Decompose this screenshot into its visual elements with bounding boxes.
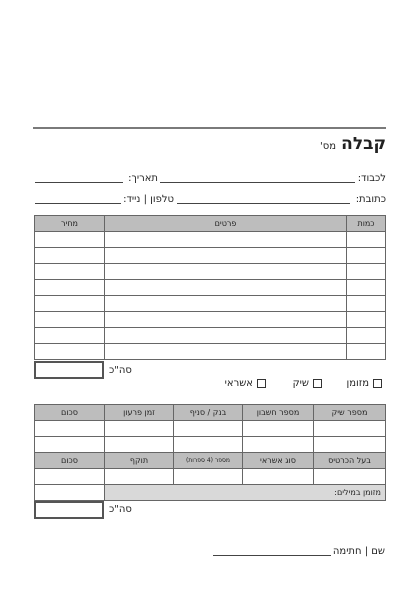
- price-cell[interactable]: [35, 280, 105, 296]
- price-cell[interactable]: [35, 248, 105, 264]
- quantity-cell[interactable]: [347, 280, 386, 296]
- header-credit-amount: סכום: [35, 453, 105, 469]
- header-quantity: כמות: [347, 216, 386, 232]
- quantity-cell[interactable]: [347, 232, 386, 248]
- account-number-cell[interactable]: [243, 437, 314, 453]
- payment-table: [34, 404, 386, 501]
- header-account-number: מספר חשבון: [243, 405, 314, 421]
- details-cell[interactable]: [105, 296, 347, 312]
- signature-label: שם | חתימה: [332, 546, 385, 557]
- header-details: פרטים: [105, 216, 347, 232]
- price-cell[interactable]: [35, 312, 105, 328]
- date-field[interactable]: [35, 182, 123, 183]
- phone-field[interactable]: [35, 203, 121, 204]
- details-cell[interactable]: [105, 344, 347, 360]
- price-cell[interactable]: [35, 264, 105, 280]
- price-cell[interactable]: [35, 296, 105, 312]
- table-row: [35, 232, 386, 248]
- quantity-cell[interactable]: [347, 296, 386, 312]
- details-cell[interactable]: [105, 312, 347, 328]
- price-cell[interactable]: [35, 232, 105, 248]
- check-checkbox[interactable]: [313, 379, 322, 388]
- date-label: תאריך:: [128, 173, 158, 184]
- quantity-cell[interactable]: [347, 328, 386, 344]
- table-row: [35, 344, 386, 360]
- quantity-cell[interactable]: [347, 344, 386, 360]
- credit-checkbox[interactable]: [257, 379, 266, 388]
- table-row: [35, 312, 386, 328]
- page-title: קבלה: [341, 134, 386, 154]
- quantity-cell[interactable]: [347, 248, 386, 264]
- credit-amount-cell[interactable]: [35, 469, 105, 485]
- to-label: לכבוד:: [357, 173, 386, 184]
- details-cell[interactable]: [105, 280, 347, 296]
- card-holder-cell[interactable]: [314, 469, 386, 485]
- table-row: [35, 437, 386, 453]
- account-number-cell[interactable]: [243, 421, 314, 437]
- table-row: [35, 296, 386, 312]
- items-total-box[interactable]: [34, 361, 104, 379]
- check-label: שיק: [292, 378, 309, 389]
- receipt-number-label: מס': [319, 141, 336, 152]
- due-date-cell[interactable]: [105, 437, 174, 453]
- payment-total-box[interactable]: [34, 501, 104, 519]
- bank-branch-cell[interactable]: [174, 421, 243, 437]
- header-bank-branch: בנק / סניף: [174, 405, 243, 421]
- payment-total-label: סה"כ: [109, 504, 132, 515]
- address-field[interactable]: [177, 203, 350, 204]
- details-cell[interactable]: [105, 248, 347, 264]
- table-row: [35, 469, 386, 485]
- header-rule: [33, 127, 386, 129]
- header-price: מחיר: [35, 216, 105, 232]
- signature-line[interactable]: [213, 555, 331, 556]
- header-check-number: מספר שיק: [314, 405, 386, 421]
- table-row: [35, 328, 386, 344]
- header-expiry: תוקף: [105, 453, 174, 469]
- details-cell[interactable]: [105, 232, 347, 248]
- header-card-holder: בעל הכרטיס: [314, 453, 386, 469]
- expiry-cell[interactable]: [105, 469, 174, 485]
- header-credit-type: סוג אשראי: [243, 453, 314, 469]
- check-number-cell[interactable]: [314, 421, 386, 437]
- cash-in-words-amount-cell[interactable]: [35, 485, 105, 501]
- address-label: כתובת:: [355, 194, 386, 205]
- bank-branch-cell[interactable]: [174, 437, 243, 453]
- to-field[interactable]: [160, 182, 355, 183]
- phone-label: טלפון | נייד:: [123, 194, 174, 205]
- price-cell[interactable]: [35, 328, 105, 344]
- credit-label: אשראי: [224, 378, 253, 389]
- credit-type-cell[interactable]: [243, 469, 314, 485]
- details-cell[interactable]: [105, 264, 347, 280]
- cash-label: מזומן: [346, 378, 369, 389]
- table-row: [35, 421, 386, 437]
- quantity-cell[interactable]: [347, 264, 386, 280]
- due-date-cell[interactable]: [105, 421, 174, 437]
- check-number-cell[interactable]: [314, 437, 386, 453]
- card-digits-cell[interactable]: [174, 469, 243, 485]
- amount-cell[interactable]: [35, 421, 105, 437]
- table-row: [35, 280, 386, 296]
- items-table: [34, 215, 386, 360]
- header-due-date: זמן פרעון: [105, 405, 174, 421]
- details-cell[interactable]: [105, 328, 347, 344]
- table-row: [35, 264, 386, 280]
- items-total-label: סה"כ: [109, 365, 132, 376]
- table-row: [35, 248, 386, 264]
- header-amount: סכום: [35, 405, 105, 421]
- quantity-cell[interactable]: [347, 312, 386, 328]
- header-card-digits: מספר (4 ספרות): [174, 453, 243, 469]
- cash-in-words-label[interactable]: מזומן במילים:: [105, 485, 386, 501]
- amount-cell[interactable]: [35, 437, 105, 453]
- cash-checkbox[interactable]: [373, 379, 382, 388]
- price-cell[interactable]: [35, 344, 105, 360]
